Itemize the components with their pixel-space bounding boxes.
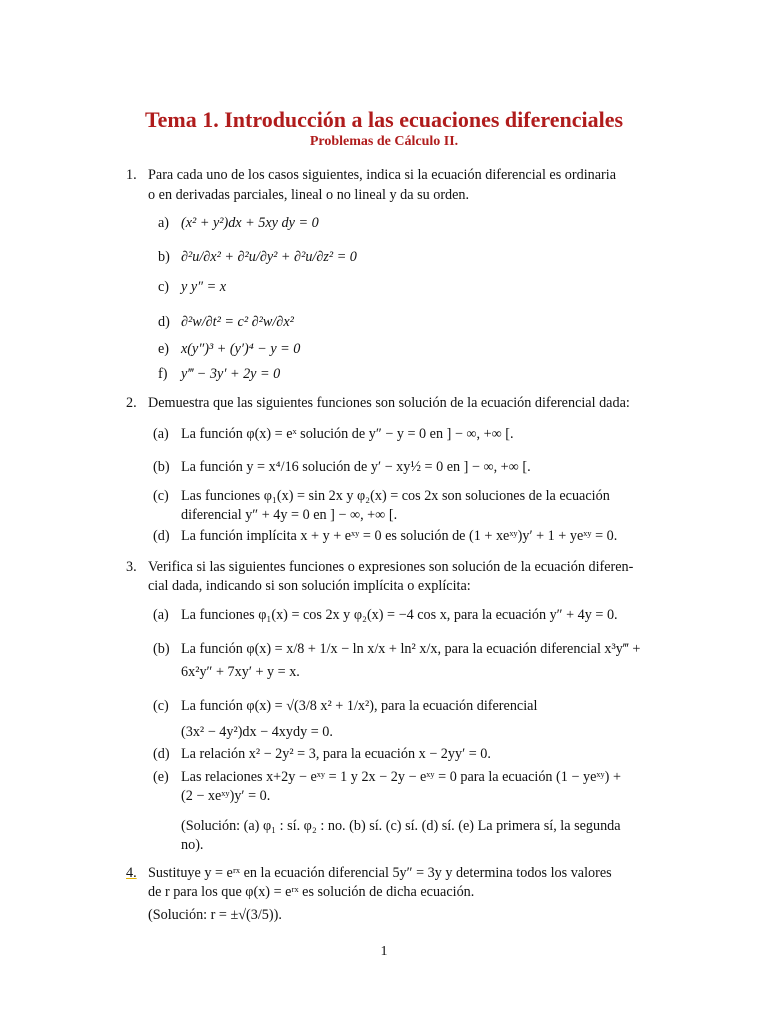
p3-solution-line-1: (Solución: (a) φ₁ : sí. φ₂ : no. (b) sí. (c) sí. (d) sí. (e) La primera sí, la segunda — [181, 818, 621, 834]
problem-3-text-line-1: Verifica si las siguientes funciones o expresiones son solución de la ecuación diferen- — [148, 559, 634, 575]
p2-item-c-text-2: diferencial y″ + 4y = 0 en ] − ∞, +∞ [. — [181, 507, 398, 523]
problem-1-text-line-2: o en derivadas parciales, lineal o no lineal y da su orden. — [148, 187, 470, 203]
p2-item-a-label: (a) — [153, 426, 169, 442]
p1-item-b-label: b) — [158, 249, 170, 265]
p2-item-a-text: La función φ(x) = eˣ solución de y″ − y = 0 en ] − ∞, +∞ [. — [181, 426, 514, 442]
p1-item-d-expr: ∂²w/∂t² = c² ∂²w/∂x² — [181, 314, 294, 330]
p1-item-f-label: f) — [158, 366, 168, 382]
p1-item-c-label: c) — [158, 279, 170, 295]
p3-item-c-text: La función φ(x) = √(3/8 x² + 1/x²), para la ecuación diferencial — [181, 698, 538, 714]
problem-4-number: 4. — [126, 865, 137, 881]
p3-item-a-label: (a) — [153, 607, 169, 623]
p3-item-b-text: La función φ(x) = x/8 + 1/x − ln x/x + ln² x/x, para la ecuación diferencial x³y‴ + — [181, 641, 641, 657]
problem-1-text-line-1: Para cada uno de los casos siguientes, indica si la ecuación diferencial es ordinaria — [148, 167, 617, 183]
problem-4-solution: (Solución: r = ±√(3/5)). — [148, 907, 282, 923]
p1-item-d-label: d) — [158, 314, 170, 330]
p1-item-b-expr: ∂²u/∂x² + ∂²u/∂y² + ∂²u/∂z² = 0 — [181, 249, 357, 265]
p1-item-a-expr: (x² + y²)dx + 5xy dy = 0 — [181, 215, 319, 231]
p3-item-c-label: (c) — [153, 698, 169, 714]
problem-3-number: 3. — [126, 559, 137, 575]
page-title: Tema 1. Introducción a las ecuaciones diferenciales — [144, 107, 624, 132]
p3-item-a-text: La funciones φ₁(x) = cos 2x y φ₂(x) = −4 cos x, para la ecuación y″ + 4y = 0. — [181, 607, 618, 623]
problem-3-text-line-2: cial dada, indicando si son solución implícita o explícita: — [148, 578, 471, 594]
p1-item-f-expr: y‴ − 3y′ + 2y = 0 — [181, 366, 281, 382]
p3-item-c-text-2: (3x² − 4y²)dx − 4xydy = 0. — [181, 724, 333, 740]
p3-item-d-label: (d) — [153, 746, 170, 762]
p3-item-d-text: La relación x² − 2y² = 3, para la ecuación x − 2yy′ = 0. — [181, 746, 491, 762]
p2-item-b-text: La función y = x⁴/16 solución de y′ − xy½ = 0 en ] − ∞, +∞ [. — [181, 459, 531, 475]
p3-solution-line-2: no). — [181, 837, 204, 853]
p2-item-b-label: (b) — [153, 459, 170, 475]
p2-item-d-text: La función implícita x + y + eˣʸ = 0 es solución de (1 + xeˣʸ)y′ + 1 + yeˣʸ = 0. — [181, 528, 618, 544]
p2-item-c-text: Las funciones φ₁(x) = sin 2x y φ₂(x) = cos 2x son soluciones de la ecuación — [181, 488, 610, 504]
p1-item-c-expr: y y″ = x — [181, 279, 227, 295]
p3-item-e-text-2: (2 − xeˣʸ)y′ = 0. — [181, 788, 271, 804]
p3-item-e-text: Las relaciones x+2y − eˣʸ = 1 y 2x − 2y − eˣʸ = 0 para la ecuación (1 − yeˣʸ) + — [181, 769, 621, 785]
page-number: 1 — [380, 944, 388, 959]
problem-4-text-line-2: de r para los que φ(x) = eʳˣ es solución de dicha ecuación. — [148, 884, 475, 900]
page-subtitle: Problemas de Cálculo II. — [309, 134, 459, 149]
problem-2-number: 2. — [126, 395, 137, 411]
p1-item-e-expr: x(y″)³ + (y′)⁴ − y = 0 — [181, 341, 301, 357]
p1-item-e-label: e) — [158, 341, 170, 357]
p3-item-b-label: (b) — [153, 641, 170, 657]
problem-4-text-line-1: Sustituye y = eʳˣ en la ecuación diferencial 5y″ = 3y y determina todos los valores — [148, 865, 612, 881]
p2-item-c-label: (c) — [153, 488, 169, 504]
p1-item-a-label: a) — [158, 215, 170, 231]
problem-2-text-line-1: Demuestra que las siguientes funciones son solución de la ecuación diferencial dada: — [148, 395, 630, 411]
p3-item-b-text-2: 6x²y″ + 7xy′ + y = x. — [181, 664, 300, 680]
problem-1-number: 1. — [126, 167, 137, 183]
p3-item-e-label: (e) — [153, 769, 169, 785]
p2-item-d-label: (d) — [153, 528, 170, 544]
